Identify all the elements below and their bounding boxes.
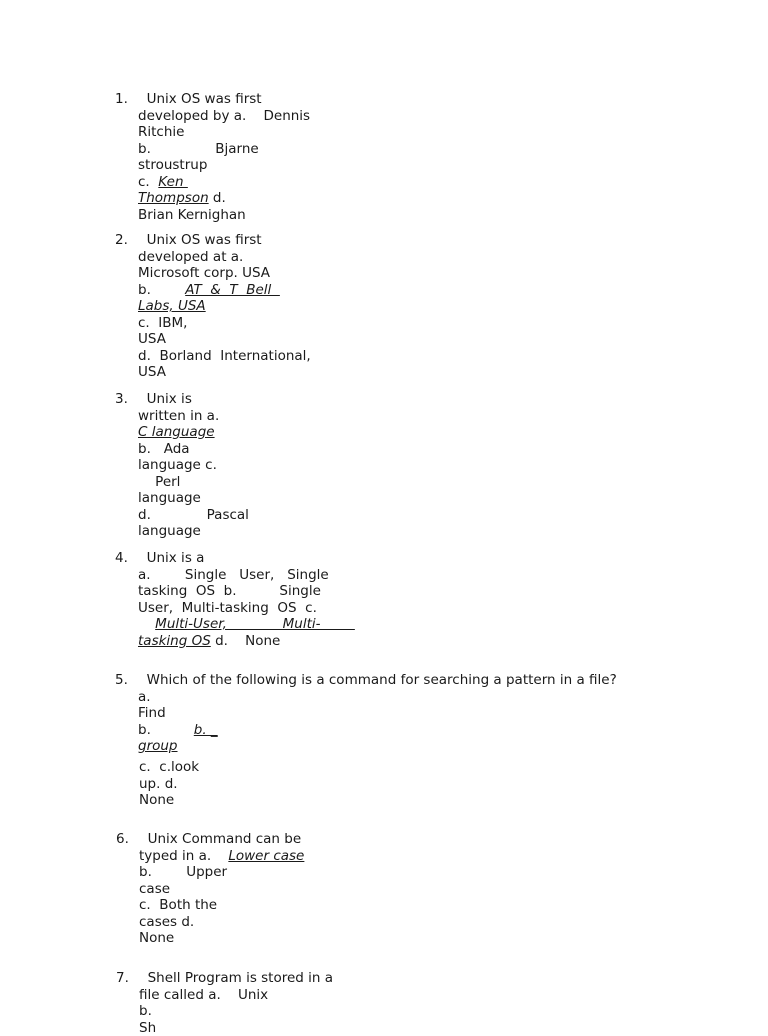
question-text-line: typed in a. Lower case (139, 848, 304, 865)
question-number: 5. (115, 672, 128, 689)
question-body (138, 232, 311, 381)
correct-answer: Multi-User, Multi- (155, 616, 355, 632)
correct-answer: b. _ (194, 722, 218, 738)
option-text-line: Perl (138, 474, 249, 491)
question-body (139, 970, 333, 1036)
option-text-line: tasking OS b. Single (138, 583, 355, 600)
question-text-line: written in a. (138, 408, 249, 425)
option-text-line: Microsoft corp. USA (138, 265, 311, 282)
question-text-line: Unix Command can be (139, 831, 304, 848)
option-text-line: c. Both the (139, 897, 304, 914)
option-text-line: b. AT & T Bell (138, 282, 311, 299)
option-text-line: case (139, 881, 304, 898)
question-text-line: Which of the following is a command for searching a pattern in a file? (138, 672, 617, 689)
question-text-line: developed by a. Dennis (138, 108, 310, 125)
question-body (138, 91, 310, 223)
question-number: 1. (115, 91, 128, 108)
option-text-line (138, 424, 249, 441)
option-text-line: tasking OS d. None (138, 633, 355, 650)
question-text-line: Unix OS was first (138, 91, 310, 108)
correct-answer: AT & T Bell (185, 282, 280, 298)
question-number: 6. (116, 831, 129, 848)
option-text-line: b. (139, 1003, 333, 1020)
correct-answer: Thompson (138, 190, 209, 206)
correct-answer: tasking OS (138, 633, 211, 649)
option-text-line: USA (138, 364, 311, 381)
question-number: 3. (115, 391, 128, 408)
option-text-line: None (139, 930, 304, 947)
option-text-line: a. (138, 689, 617, 706)
option-text-line: a. Single User, Single (138, 567, 355, 584)
option-text-line: d. Pascal (138, 507, 249, 524)
question-text-line: Shell Program is stored in a (139, 970, 333, 987)
option-text-line: stroustrup (138, 157, 310, 174)
option-text-line: Thompson d. (138, 190, 310, 207)
option-text-line (138, 616, 355, 633)
option-text-line: language (138, 523, 249, 540)
question-body (138, 550, 355, 649)
option-text-line: c. c.look (139, 759, 199, 776)
question-text-line: Unix is a (138, 550, 355, 567)
option-text-line: b. Bjarne (138, 141, 310, 158)
question-text-line: developed at a. (138, 249, 311, 266)
question-text-line: Unix is (138, 391, 249, 408)
option-text-line: cases d. (139, 914, 304, 931)
option-text-line: User, Multi-tasking OS c. (138, 600, 355, 617)
option-text-line: Ritchie (138, 124, 310, 141)
question-text-line: Unix OS was first (138, 232, 311, 249)
correct-answer: Labs, USA (138, 298, 206, 314)
option-text-line: Brian Kernighan (138, 207, 310, 224)
option-text-line: language c. (138, 457, 249, 474)
question-text-line: file called a. Unix (139, 987, 333, 1004)
option-text-line: b. Upper (139, 864, 304, 881)
option-text-line: b. Ada (138, 441, 249, 458)
option-text-line: up. d. (139, 776, 199, 793)
correct-answer: C language (138, 424, 215, 440)
question-body (138, 672, 617, 755)
option-text-line: USA (138, 331, 311, 348)
option-text-line: language (138, 490, 249, 507)
option-text-line: None (139, 792, 199, 809)
option-text-line: Find (138, 705, 617, 722)
correct-answer: Ken (158, 174, 188, 190)
option-text-line (138, 298, 311, 315)
option-text-line: c. IBM, (138, 315, 311, 332)
question-number: 7. (116, 970, 129, 987)
question-number: 2. (115, 232, 128, 249)
question-body (139, 759, 199, 809)
option-text-line: b. b. _ (138, 722, 617, 739)
option-text-line: Sh (139, 1020, 333, 1036)
option-text-line: d. Borland International, (138, 348, 311, 365)
question-body (138, 391, 249, 540)
correct-answer: group (138, 738, 178, 754)
question-body (139, 831, 304, 947)
option-text-line: c. Ken (138, 174, 310, 191)
correct-answer: Lower case (228, 848, 304, 864)
option-text-line (138, 738, 617, 755)
question-number: 4. (115, 550, 128, 567)
